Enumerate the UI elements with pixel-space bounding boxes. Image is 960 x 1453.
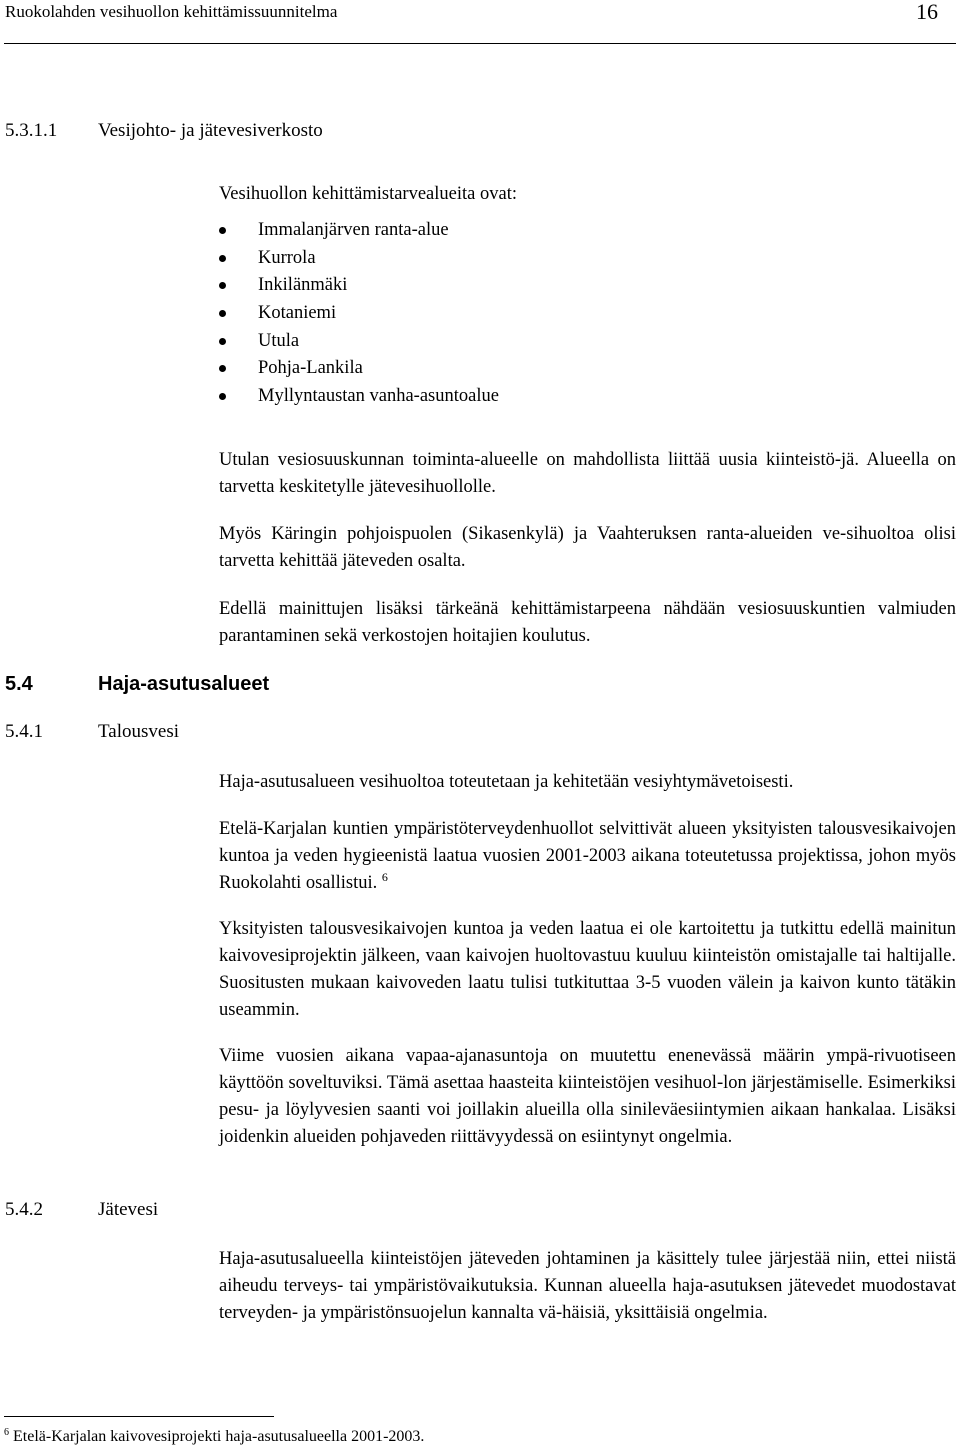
page-number: 16 [916,0,938,24]
list-item: Immalanjärven ranta-alue [219,217,956,245]
footnote-divider [4,1416,274,1417]
footnote [4,1426,424,1448]
footnote-number: 6 [4,1427,9,1438]
list-item: Pohja-Lankila [219,355,956,383]
section-title: Haja-asutusalueet [98,673,270,695]
document-title: Ruokolahden vesihuollon kehittämissuunnitelma [5,2,338,21]
paragraph: Edellä mainittujen lisäksi tärkeänä kehittämistarpeena nähdään vesiosuuskuntien valmiuden parantaminen sekä verkostojen hoitajien koulutus. [219,599,956,646]
section-number: 5.3.1.1 [5,120,58,141]
header-divider [4,43,956,44]
section-heading-5-4-2 [5,1197,158,1223]
bullet-intro: Vesihuollon kehittämistarvealueita ovat: [219,184,517,204]
list-item: Utula [219,328,956,356]
bullet-icon [219,393,226,400]
list-item: Kotaniemi [219,300,956,328]
section-heading-5-4-1 [5,719,179,745]
section-number: 5.4.1 [5,721,43,742]
bullet-icon [219,338,226,345]
section-title: Talousvesi [98,721,179,742]
paragraph: Yksityisten talousvesikaivojen kuntoa ja veden laatua ei ole kartoitettu ja tutkittu edellä mainitun kaivovesiprojektin jälkeen, vaan kaivojen huoltovastuu kuuluu kiinteistön omistajalle tai haltijalle. Suositusten mukaan kaivoveden laatu tulisi tutkituttaa 3-5 vuoden välein ja kaivon kunto tätäkin useammin. [219,919,956,1020]
paragraph-with-footnote: Etelä-Karjalan kuntien ympäristöterveydenhuollot selvittivät alueen yksityisten talousvesikaivojen kuntoa ja veden hygieenistä laatua vuosien 2001-2003 aikana toteutetussa projektissa, johon myös Ruokolahti osallistui. $^6$ [219,819,956,893]
list-item: Kurrola [219,245,956,273]
bullet-icon [219,255,226,262]
paragraph: Utulan vesiosuuskunnan toiminta-alueelle on mahdollista liittää uusia kiinteistö-jä. Alueella on tarvetta keskitetylle jätevesihuollolle. [219,450,956,497]
paragraph: Haja-asutusalueella kiinteistöjen jäteveden johtaminen ja käsittely tulee järjestää niin, ettei niistä aiheudu terveys- tai ympäristövaikutuksia. Kunnan alueella haja-asutuksen jätevedet muodostavat terveyden- ja ympäristönsuojelun kannalta vä-häisiä, yksittäisiä ongelmia. [219,1249,956,1323]
bullet-icon [219,282,226,289]
bullet-icon [219,365,226,372]
bullet-icon [219,227,226,234]
bullet-icon [219,310,226,317]
list-item: Inkilänmäki [219,272,956,300]
section-title: Vesijohto- ja jätevesiverkosto [98,120,323,141]
section-title: Jätevesi [98,1199,159,1220]
paragraph: Viime vuosien aikana vapaa-ajanasuntoja on muutettu enenevässä määrin ympä-rivuotiseen käyttöön soveltuviksi. Tämä asettaa haasteita kiinteistöjen vesihuol-lon järjestämiselle. Esimerkiksi pesu- ja löylyvesien saanti voi joillakin alueilla olla sinileväesiintymien aikaan hankalaa. Lisäksi joidenkin alueiden pohjaveden riittävyydessä on esiintynyt ongelmia. [219,1046,956,1147]
section-heading-5-3-1-1 [5,118,323,144]
footnote-text: Etelä-Karjalan kaivovesiprojekti haja-asutusalueella 2001-2003. [13,1428,425,1445]
section-number: 5.4 [5,673,33,695]
section-heading-5-4 [5,670,269,698]
section-number: 5.4.2 [5,1199,43,1220]
paragraph: Haja-asutusalueen vesihuoltoa toteutetaan ja kehitetään vesiyhtymävetoisesti. [219,772,794,792]
footnote-reference[interactable]: 6 [381,870,388,884]
list-item: Myllyntaustan vanha-asuntoalue [219,383,956,411]
paragraph: Myös Käringin pohjoispuolen (Sikasenkylä) ja Vaahteruksen ranta-alueiden ve-sihuoltoa olisi tarvetta kehittää jäteveden osalta. [219,524,956,571]
bullet-list [219,217,956,411]
